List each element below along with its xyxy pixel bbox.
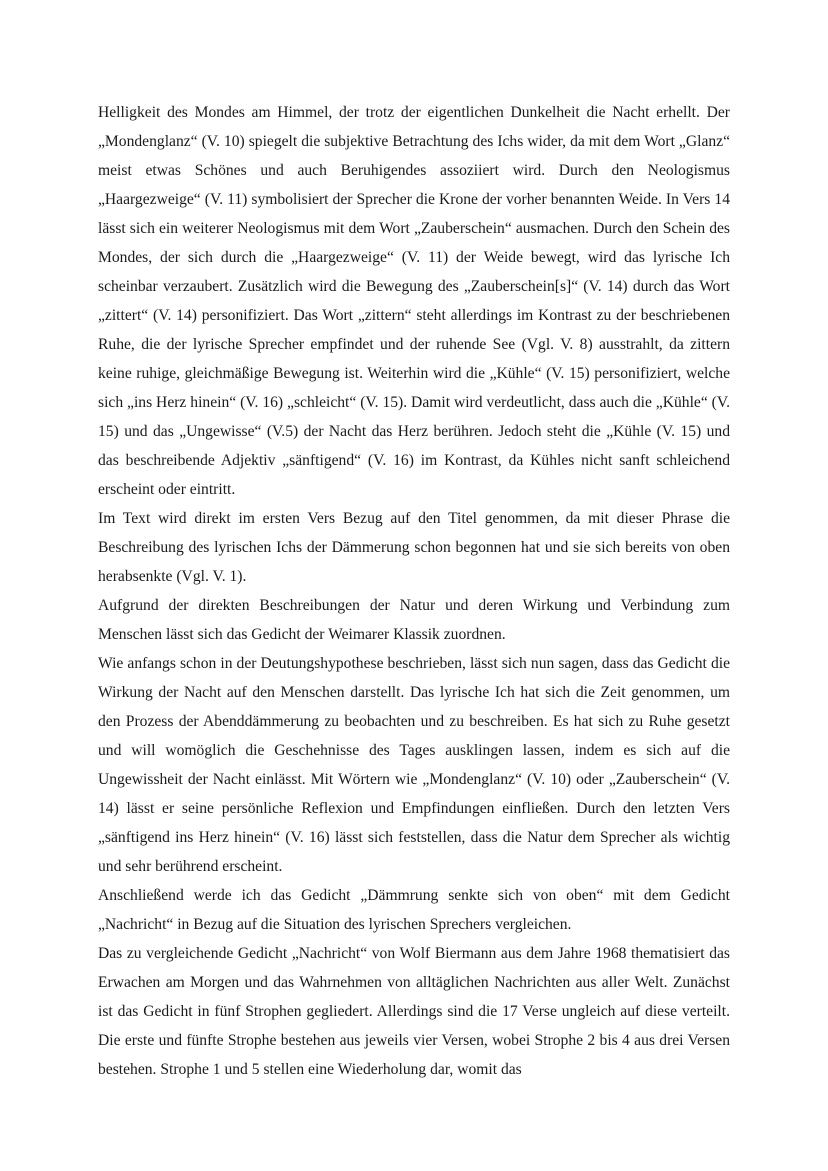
paragraph: Das zu vergleichende Gedicht „Nachricht“ von Wolf Biermann aus dem Jahre 1968 thematisiert das Erwachen am Morgen und das Wahrnehmen von alltäglichen Nachrichten aus aller Welt. Zunächst ist das Gedicht in fünf Strophen gegliedert. Allerdings sind die 17 Verse ungleich auf diese verteilt. Die erste und fünfte Strophe bestehen aus jeweils vier Versen, wobei Strophe 2 bis 4 aus drei Versen bestehen. Strophe 1 und 5 stellen eine Wiederholung dar, womit das xyxy=(98,945,730,1078)
paragraph: Wie anfangs schon in der Deutungshypothese beschrieben, lässt sich nun sagen, dass das Gedicht die Wirkung der Nacht auf den Menschen darstellt. Das lyrische Ich hat sich die Zeit genommen, um den Prozess der Abenddämmerung zu beobachten und zu beschreiben. Es hat sich zu Ruhe gesetzt und will womöglich die Geschehnisse des Tages ausklingen lassen, indem es sich auf die Ungewissheit der Nacht einlässt. Mit Wörtern wie „Mondenglanz“ (V. 10) oder „Zauberschein“ (V. 14) lässt er seine persönliche Reflexion und Empfindungen einfließen. Durch den letzten Vers „sänftigend ins Herz hinein“ (V. 16) lässt sich feststellen, dass die Natur dem Sprecher als wichtig und sehr berührend erscheint. xyxy=(98,655,730,875)
paragraph: Aufgrund der direkten Beschreibungen der Natur und deren Wirkung und Verbindung zum Menschen lässt sich das Gedicht der Weimarer Klassik zuordnen. xyxy=(98,597,730,643)
document-body xyxy=(98,98,730,1084)
paragraph: Helligkeit des Mondes am Himmel, der trotz der eigentlichen Dunkelheit die Nacht erhellt. Der „Mondenglanz“ (V. 10) spiegelt die subjektive Betrachtung des Ichs wider, da mit dem Wort „Glanz“ meist etwas Schönes und auch Beruhigendes assoziiert wird. Durch den Neologismus „Haargezweige“ (V. 11) symbolisiert der Sprecher die Krone der vorher benannten Weide. In Vers 14 lässt sich ein weiterer Neologismus mit dem Wort „Zauberschein“ ausmachen. Durch den Schein des Mondes, der sich durch die „Haargezweige“ (V. 11) der Weide bewegt, wird das lyrische Ich scheinbar verzaubert. Zusätzlich wird die Bewegung des „Zauberschein[s]“ (V. 14) durch das Wort „zittert“ (V. 14) personifiziert. Das Wort „zittern“ steht allerdings im Kontrast zu der beschriebenen Ruhe, die der lyrische Sprecher empfindet und der ruhende See (Vgl. V. 8) ausstrahlt, da zittern keine ruhige, gleichmäßige Bewegung ist. Weiterhin wird die „Kühle“ (V. 15) personifiziert, welche sich „ins Herz hinein“ (V. 16) „schleicht“ (V. 15). Damit wird verdeutlicht, dass auch die „Kühle“ (V. 15) und das „Ungewisse“ (V.5) der Nacht das Herz berühren. Jedoch steht die „Kühle (V. 15) und das beschreibende Adjektiv „sänftigend“ (V. 16) im Kontrast, da Kühles nicht sanft schleichend erscheint oder eintritt. xyxy=(98,104,730,498)
paragraph: Anschließend werde ich das Gedicht „Dämmrung senkte sich von oben“ mit dem Gedicht „Nachricht“ in Bezug auf die Situation des lyrischen Sprechers vergleichen. xyxy=(98,887,730,933)
paragraph: Im Text wird direkt im ersten Vers Bezug auf den Titel genommen, da mit dieser Phrase die Beschreibung des lyrischen Ichs der Dämmerung schon begonnen hat und sie sich bereits von oben herabsenkte (Vgl. V. 1). xyxy=(98,510,730,585)
